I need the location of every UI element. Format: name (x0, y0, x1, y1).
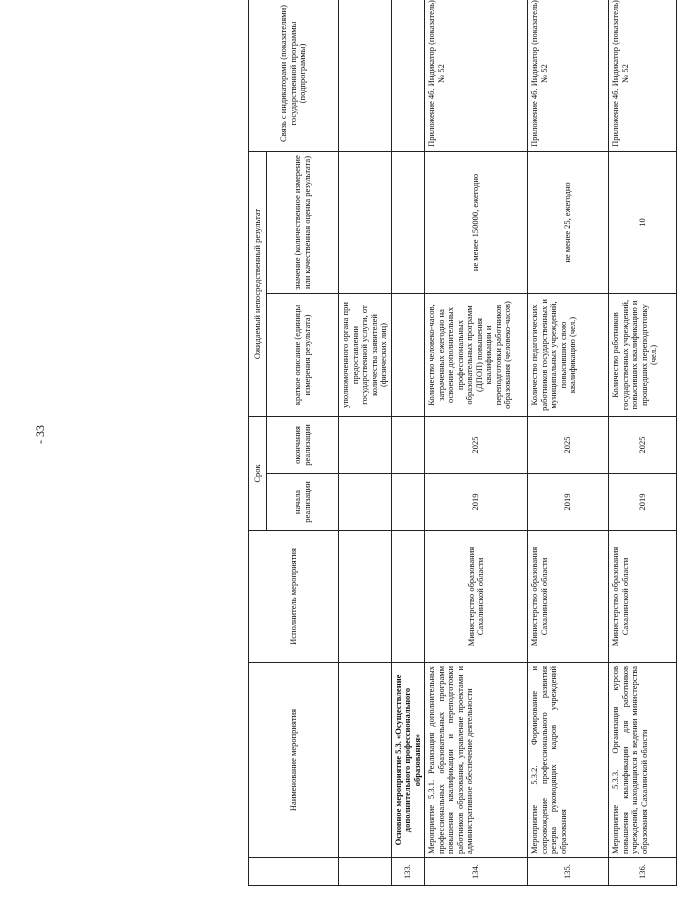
header-num (249, 858, 339, 886)
row-start: 2019 (609, 474, 677, 531)
row-executor: Министерство образования Сахалинской области (425, 531, 528, 663)
table-row (528, 0, 609, 886)
header-value: значение (количественное измерение или качественная оценка результата) (267, 152, 339, 294)
row-brief: Количество работников государственных учреждений, повысивших квалификацию и прошедших переподготовку (чел.) (609, 294, 677, 417)
row-brief (391, 294, 425, 417)
header-start: начала реализации (267, 474, 339, 531)
measures-table (248, 0, 677, 886)
continuation-brief: уполномоченного органа при предоставлении государственной услуги, от количества заявителей (физических лиц) (339, 294, 392, 417)
row-end (391, 417, 425, 474)
row-end: 2025 (609, 417, 677, 474)
header-end: окончания реализации (267, 417, 339, 474)
row-name: Мероприятие 5.3.3. Организация курсов повышения квалификации для работников учреждений, находящихся в ведении министерства образования Сахалинской области (609, 663, 677, 858)
row-executor: Министерство образования Сахалинской области (528, 531, 609, 663)
row-link: Приложение 4б. Индикатор (показатель) № 52 (609, 0, 677, 152)
table-row (425, 0, 528, 886)
row-value (391, 152, 425, 294)
row-start: 2019 (528, 474, 609, 531)
row-link: Приложение 4б. Индикатор (показатель) № 52 (528, 0, 609, 152)
row-start (391, 474, 425, 531)
row-num: 133. (391, 858, 425, 886)
table-row-continuation (339, 0, 392, 886)
row-num: 135. (528, 858, 609, 886)
header-brief: краткое описание (единицы измерения результата) (267, 294, 339, 417)
header-result: Ожидаемый непосредственный результат (249, 152, 267, 417)
page-number: - 33 (33, 425, 47, 444)
row-executor (391, 531, 425, 663)
header-executor: Исполнитель мероприятия (249, 531, 339, 663)
row-value: 10 (609, 152, 677, 294)
row-link (391, 0, 425, 152)
row-end: 2025 (425, 417, 528, 474)
table-row (391, 0, 425, 886)
row-end: 2025 (528, 417, 609, 474)
row-value: не менее 150000, ежегодно (425, 152, 528, 294)
header-link: Связь с индикаторами (показателями) государственной программы (подпрограммы) (249, 0, 339, 152)
row-brief: Количество человеко-часов, затраченных ежегодно на освоение дополнительных профессиональных образовательных программ (ДПОП) повышения квалификации и переподготовки работников образования (человеко-часов) (425, 294, 528, 417)
row-executor: Министерство образования Сахалинской области (609, 531, 677, 663)
row-link: Приложение 4б. Индикатор (показатель) № 52 (425, 0, 528, 152)
row-name: Основное мероприятие 5.3. «Осуществление дополнительного профессионального образования» (391, 663, 425, 858)
row-num: 134. (425, 858, 528, 886)
rotated-table-wrapper (248, 0, 658, 886)
row-start: 2019 (425, 474, 528, 531)
row-name: Мероприятие 5.3.2. Формирование и сопровождение профессионального развития резерва руководящих кадров учреждений образования (528, 663, 609, 858)
header-term: Срок (249, 417, 267, 531)
row-brief: Количество педагогических работников государственных и муниципальных учреждений, повысивших свою квалификацию (чел.) (528, 294, 609, 417)
header-name: Наименование мероприятия (249, 663, 339, 858)
row-value: не менее 25, ежегодно (528, 152, 609, 294)
row-num: 136. (609, 858, 677, 886)
table-row (609, 0, 677, 886)
row-name: Мероприятие 5.3.1. Реализация дополнительных профессиональных образовательных программ повышения квалификации и переподготовки работников образования, управление проектами и административное обеспечение деятельности (425, 663, 528, 858)
